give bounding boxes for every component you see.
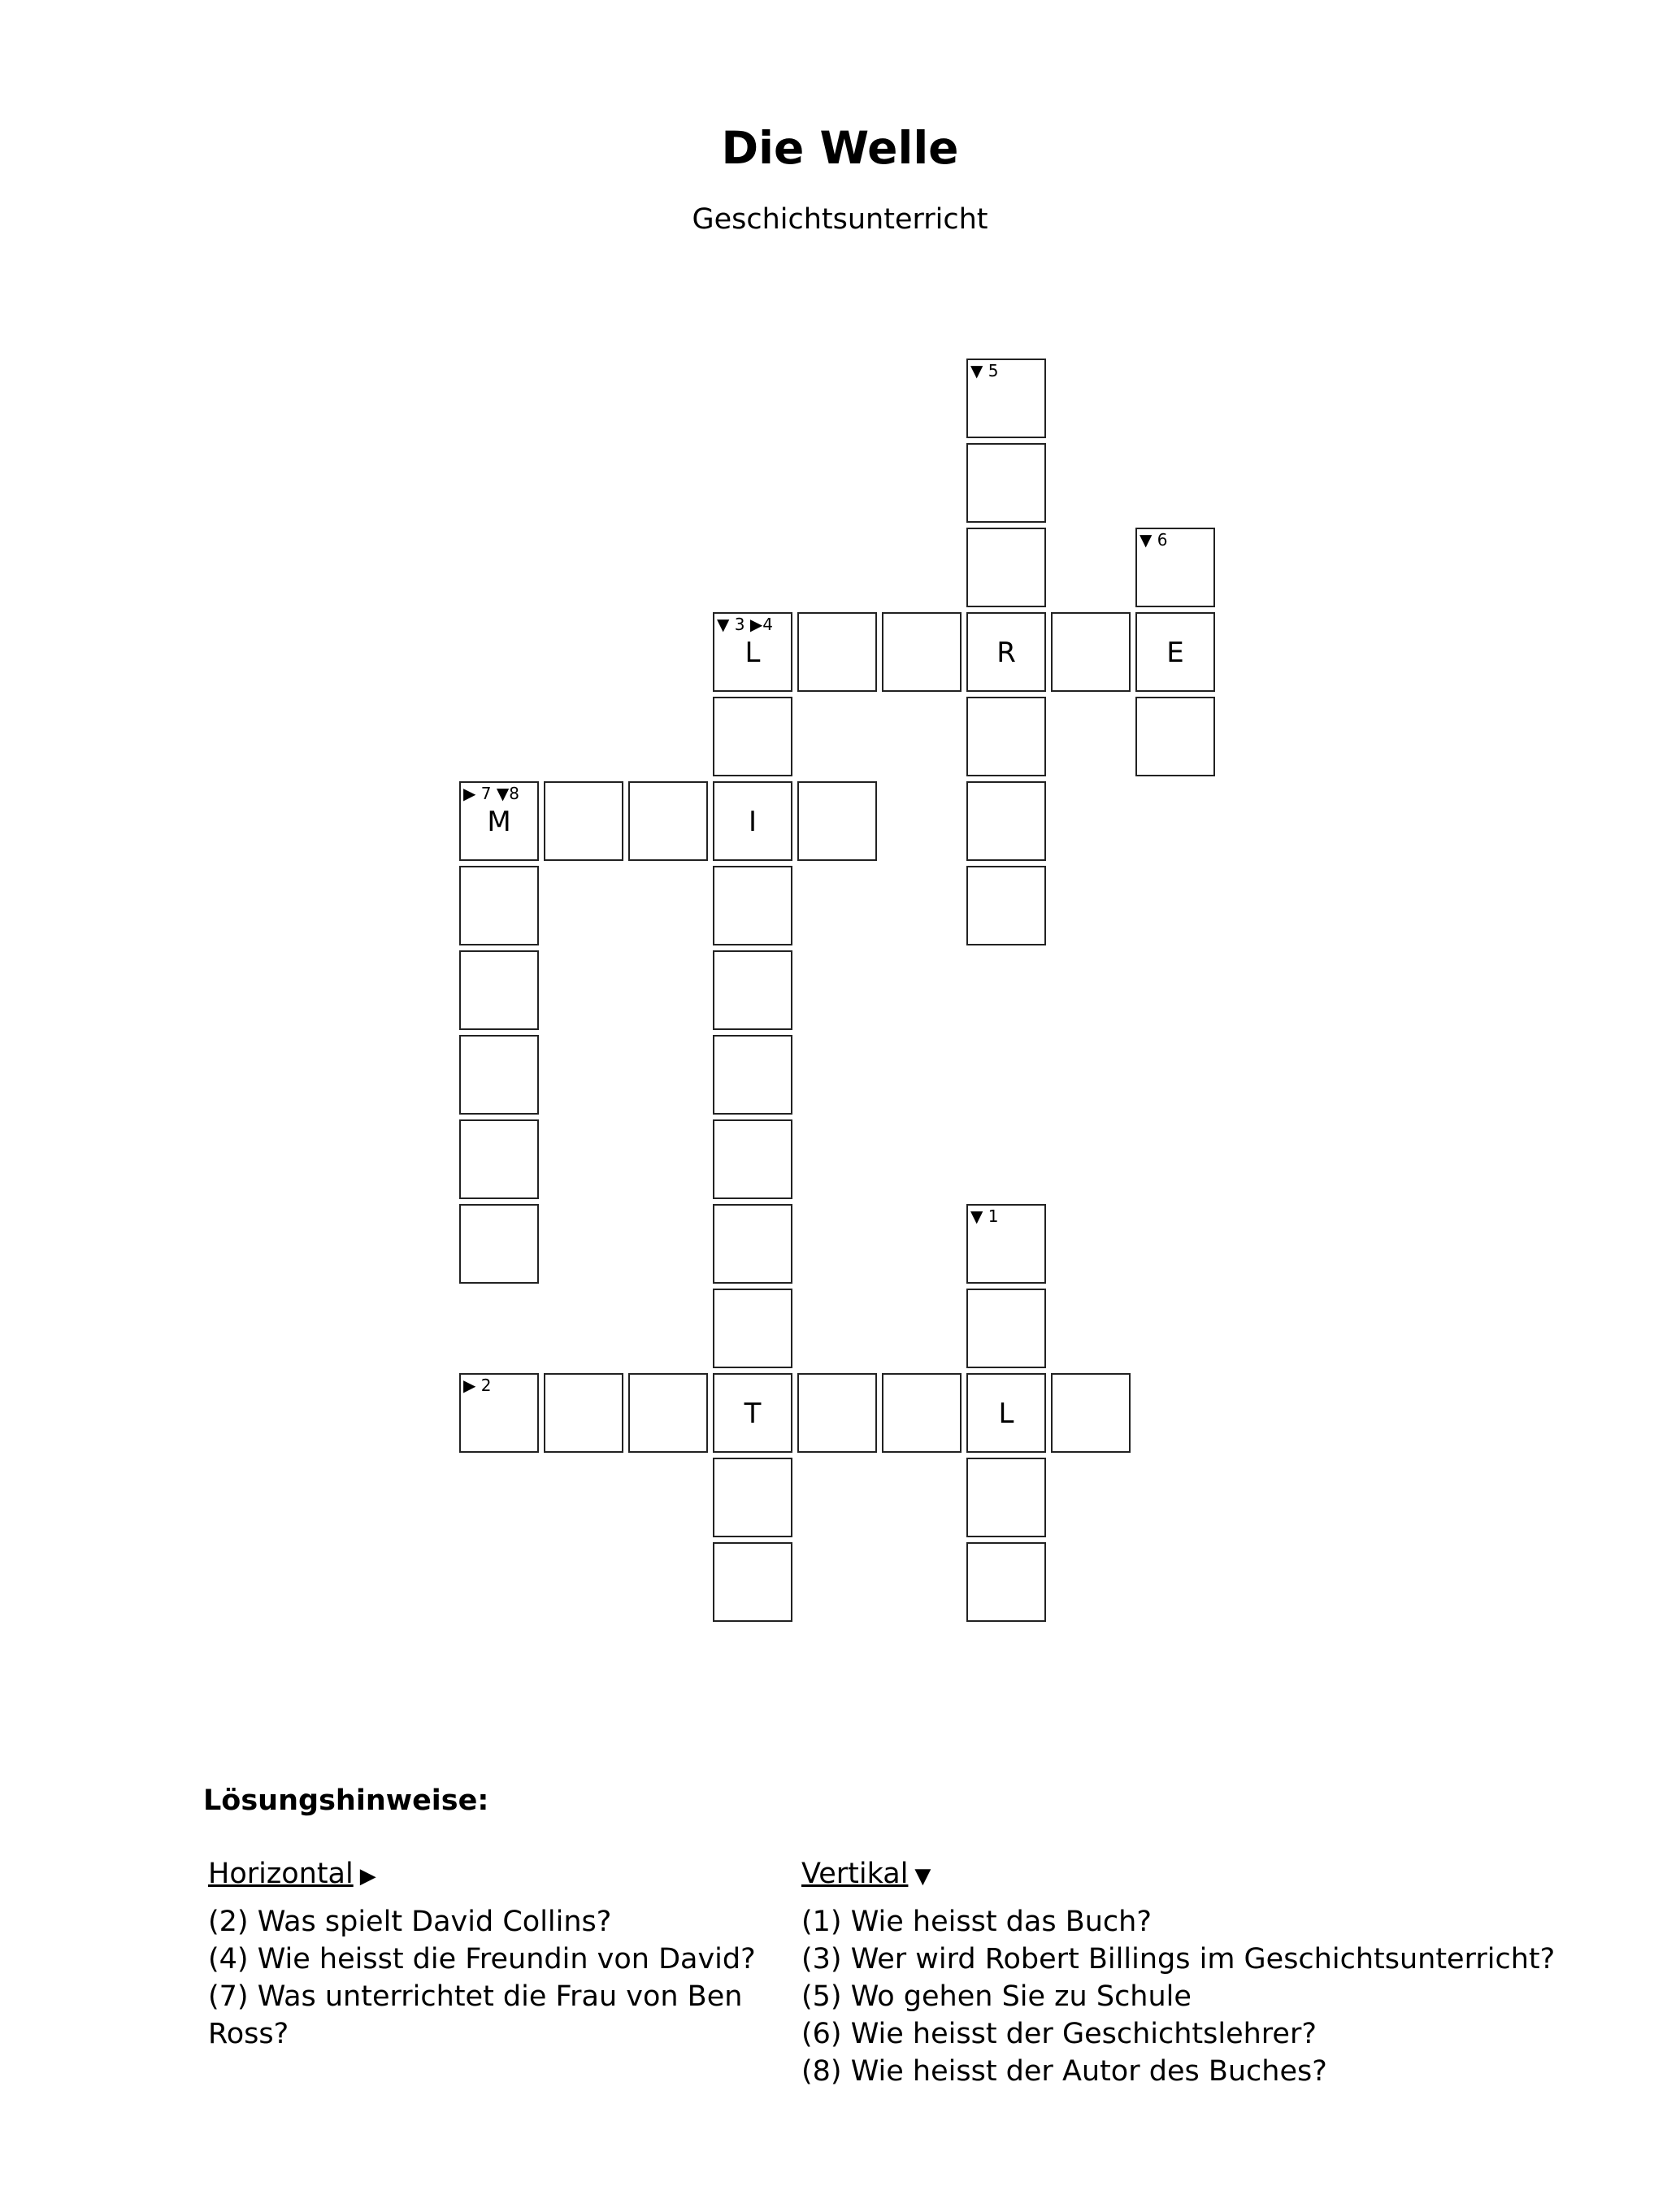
cell-letter: L <box>998 1397 1014 1430</box>
crossword-cell[interactable] <box>459 1204 539 1284</box>
crossword-cell[interactable] <box>713 1458 792 1537</box>
hints-heading: Lösungshinweise: <box>203 1784 489 1817</box>
crossword-cell[interactable] <box>544 1373 623 1453</box>
vertical-heading <box>801 1855 1647 1895</box>
clue-vertical-1: (1) Wie heisst das Buch? <box>801 1906 1152 1938</box>
crossword-cell[interactable] <box>459 1119 539 1199</box>
crossword-cell[interactable] <box>628 1373 708 1453</box>
crossword-cell[interactable] <box>1051 612 1131 692</box>
crossword-cell[interactable] <box>713 1373 792 1453</box>
horizontal-clues <box>208 1855 761 2053</box>
horizontal-heading <box>208 1855 761 1895</box>
cell-letter: L <box>744 637 761 669</box>
page-title: Die Welle <box>721 122 959 174</box>
crossword-cell[interactable] <box>713 781 792 861</box>
clue-vertical-6: (6) Wie heisst der Geschichtslehrer? <box>801 2018 1317 2050</box>
crossword-cell[interactable] <box>966 1289 1046 1368</box>
crossword-cell[interactable] <box>713 1289 792 1368</box>
crossword-cell[interactable] <box>1135 612 1215 692</box>
cell-letter: M <box>487 806 511 838</box>
crossword-cell[interactable] <box>966 1542 1046 1622</box>
crossword-cell[interactable] <box>713 1542 792 1622</box>
cell-letter: E <box>1166 637 1184 669</box>
crossword-cell[interactable] <box>713 866 792 945</box>
crossword-cell[interactable] <box>966 359 1046 438</box>
crossword-cell[interactable] <box>544 781 623 861</box>
crossword-cell[interactable] <box>459 781 539 861</box>
crossword-cell[interactable] <box>1135 528 1215 607</box>
crossword-cell[interactable] <box>966 1204 1046 1284</box>
clue-vertical-3: (3) Wer wird Robert Billings im Geschichtsunterricht? <box>801 1943 1556 1976</box>
cell-letter: I <box>748 806 758 838</box>
clue-horizontal-7: (7) Was unterrichtet die Frau von Ben Ross? <box>208 1980 743 2050</box>
clue-number: ▶ 2 <box>463 1376 492 1395</box>
clue-number: ▶ 7 ▼8 <box>463 784 519 803</box>
clue-horizontal-2: (2) Was spielt David Collins? <box>208 1906 612 1938</box>
clue-number: ▼ 6 <box>1140 530 1168 550</box>
clue-vertical-8: (8) Wie heisst der Autor des Buches? <box>801 2055 1327 2088</box>
crossword-cell[interactable] <box>713 1204 792 1284</box>
crossword-cell[interactable] <box>797 1373 877 1453</box>
crossword-cell[interactable] <box>966 866 1046 945</box>
crossword-cell[interactable] <box>713 612 792 692</box>
horizontal-label: Horizontal <box>208 1858 354 1890</box>
crossword-cell[interactable] <box>966 697 1046 776</box>
crossword-cell[interactable] <box>713 1119 792 1199</box>
clue-number: ▼ 1 <box>970 1206 999 1226</box>
cell-letter: R <box>996 637 1016 669</box>
crossword-cell[interactable] <box>1051 1373 1131 1453</box>
cell-letter: T <box>744 1397 762 1430</box>
crossword-cell[interactable] <box>966 528 1046 607</box>
vertical-clues <box>801 1855 1647 2090</box>
down-arrow-icon: ▼ <box>914 1864 931 1889</box>
crossword-cell[interactable] <box>797 781 877 861</box>
crossword-cell[interactable] <box>713 1035 792 1115</box>
crossword-cell[interactable] <box>713 950 792 1030</box>
crossword-cell[interactable] <box>966 612 1046 692</box>
crossword-cell[interactable] <box>882 612 962 692</box>
crossword-cell[interactable] <box>966 1373 1046 1453</box>
crossword-cell[interactable] <box>797 612 877 692</box>
crossword-cell[interactable] <box>966 1458 1046 1537</box>
clue-number: ▼ 3 ▶4 <box>717 615 773 634</box>
crossword-cell[interactable] <box>713 697 792 776</box>
page-subtitle: Geschichtsunterricht <box>692 203 988 236</box>
crossword-cell[interactable] <box>459 866 539 945</box>
crossword-cell[interactable] <box>628 781 708 861</box>
crossword-cell[interactable] <box>966 781 1046 861</box>
crossword-cell[interactable] <box>1135 697 1215 776</box>
vertical-label: Vertikal <box>801 1858 909 1890</box>
crossword-cell[interactable] <box>966 443 1046 523</box>
right-arrow-icon: ▶ <box>359 1864 376 1889</box>
crossword-cell[interactable] <box>882 1373 962 1453</box>
crossword-cell[interactable] <box>459 1373 539 1453</box>
clue-vertical-5: (5) Wo gehen Sie zu Schule <box>801 1980 1192 2013</box>
crossword-cell[interactable] <box>459 1035 539 1115</box>
clue-number: ▼ 5 <box>970 361 999 380</box>
clue-horizontal-4: (4) Wie heisst die Freundin von David? <box>208 1943 756 1976</box>
crossword-cell[interactable] <box>459 950 539 1030</box>
